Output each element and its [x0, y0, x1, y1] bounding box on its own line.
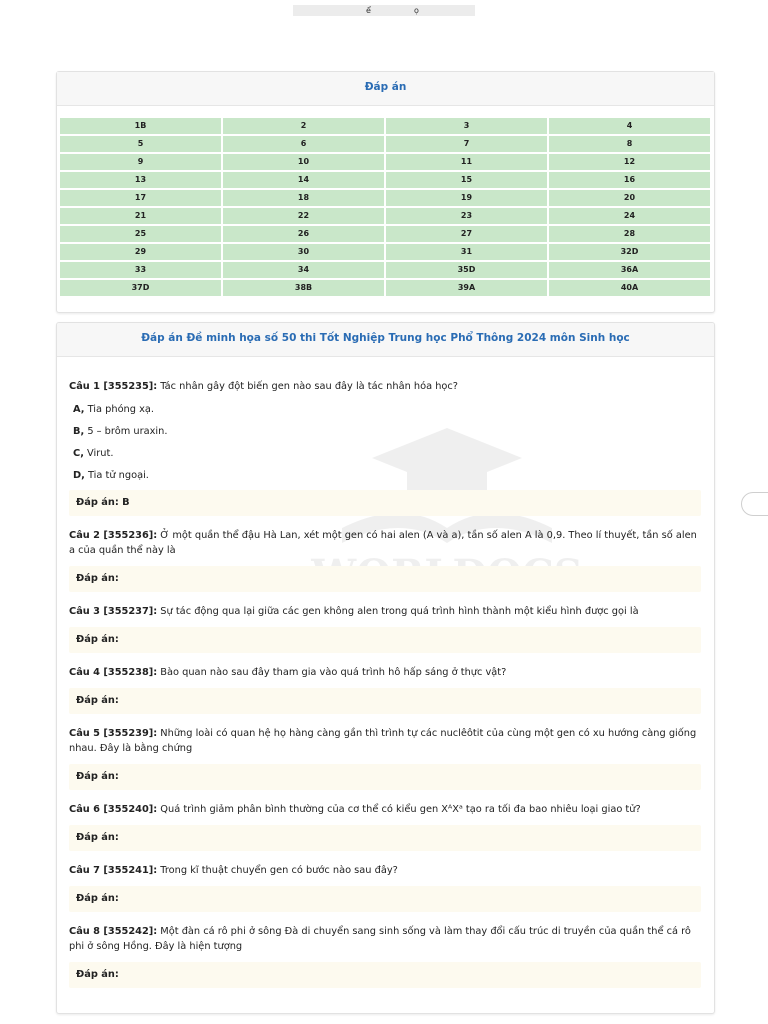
answer-cell: 12 [549, 154, 710, 170]
answer-cell: 3 [386, 118, 547, 134]
answer-box: Đáp án: [69, 962, 701, 988]
answer-cell: 26 [223, 226, 384, 242]
question-text: Quá trình giảm phân bình thường của cơ thể có kiểu gen XᴬXᵃ tạo ra tối đa bao nhiêu loại giao tử? [157, 804, 641, 815]
question-text: Một đàn cá rô phi ở sông Đà di chuyển sang sinh sống và làm thay đổi cấu trúc di truyền của quần thể cá rô phi ở sông Hồng. Đây là hiện tượng [69, 926, 691, 952]
question-7 [69, 863, 701, 878]
question-label: Câu 5 [355239]: [69, 728, 158, 739]
top-bar-glyph: ọ [414, 6, 419, 15]
question-5 [69, 726, 701, 756]
question-3 [69, 604, 701, 619]
answer-box: Đáp án: [69, 627, 701, 653]
answer-cell: 23 [386, 208, 547, 224]
answer-box: Đáp án: [69, 825, 701, 851]
option-d[interactable]: D, Tia tử ngoại. [73, 470, 149, 481]
question-text: Ở một quần thể đậu Hà Lan, xét một gen có hai alen (A và a), tần số alen A là 0,9. Theo lí thuyết, tần số alen a của quần thể này là [69, 530, 697, 556]
answer-box: Đáp án: B [69, 490, 701, 516]
answer-cell: 1B [60, 118, 221, 134]
answer-cell: 25 [60, 226, 221, 242]
question-1 [69, 379, 701, 394]
question-label: Câu 7 [355241]: [69, 865, 158, 876]
question-label: Câu 2 [355236]: [69, 530, 158, 541]
answer-cell: 18 [223, 190, 384, 206]
answer-cell: 33 [60, 262, 221, 278]
answer-box: Đáp án: [69, 886, 701, 912]
answer-key-title: Đáp án [57, 72, 714, 106]
question-label: Câu 6 [355240]: [69, 804, 158, 815]
answer-cell: 21 [60, 208, 221, 224]
answer-cell: 28 [549, 226, 710, 242]
answer-cell: 17 [60, 190, 221, 206]
answer-cell: 37D [60, 280, 221, 296]
option-b[interactable]: B, 5 – brôm uraxin. [73, 426, 168, 437]
answer-cell: 6 [223, 136, 384, 152]
option-c[interactable]: C, Virut. [73, 448, 114, 459]
questions-card [56, 322, 715, 1014]
answer-cell: 40A [549, 280, 710, 296]
question-text: Những loài có quan hệ họ hàng càng gần thì trình tự các nuclêôtit của cùng một gen có xu hướng càng giống nhau. Đây là bằng chứng [69, 728, 697, 754]
answer-cell: 20 [549, 190, 710, 206]
answer-cell: 15 [386, 172, 547, 188]
question-label: Câu 4 [355238]: [69, 667, 158, 678]
answer-cell: 2 [223, 118, 384, 134]
answer-cell: 22 [223, 208, 384, 224]
answer-key-grid [60, 118, 710, 296]
answer-cell: 4 [549, 118, 710, 134]
answer-cell: 19 [386, 190, 547, 206]
answer-key-card [56, 71, 715, 313]
answer-box: Đáp án: [69, 688, 701, 714]
answer-cell: 10 [223, 154, 384, 170]
question-text: Tác nhân gây đột biến gen nào sau đây là tác nhân hóa học? [157, 381, 459, 392]
questions-card-title: Đáp án Đề minh họa số 50 thi Tốt Nghiệp Trung học Phổ Thông 2024 môn Sinh học [57, 323, 714, 357]
question-label: Câu 3 [355237]: [69, 606, 158, 617]
answer-cell: 24 [549, 208, 710, 224]
top-bar-glyph: ể [366, 6, 371, 15]
question-8 [69, 924, 701, 954]
answer-cell: 5 [60, 136, 221, 152]
question-text: Trong kĩ thuật chuyển gen có bước nào sau đây? [157, 865, 398, 876]
question-label: Câu 1 [355235]: [69, 381, 158, 392]
answer-cell: 7 [386, 136, 547, 152]
question-text: Sự tác động qua lại giữa các gen không alen trong quá trình hình thành một kiểu hình được gọi là [157, 606, 639, 617]
answer-cell: 34 [223, 262, 384, 278]
question-text: Bào quan nào sau đây tham gia vào quá trình hô hấp sáng ở thực vật? [157, 667, 507, 678]
answer-cell: 11 [386, 154, 547, 170]
answer-box: Đáp án: [69, 764, 701, 790]
answer-cell: 29 [60, 244, 221, 260]
question-list [69, 379, 701, 1000]
answer-cell: 35D [386, 262, 547, 278]
answer-cell: 32D [549, 244, 710, 260]
answer-cell: 38B [223, 280, 384, 296]
answer-cell: 36A [549, 262, 710, 278]
top-navigation-bar [293, 5, 475, 16]
question-2 [69, 528, 701, 558]
option-a[interactable]: A, Tia phóng xạ. [73, 404, 155, 415]
side-toggle-tab[interactable] [741, 492, 768, 516]
question-label: Câu 8 [355242]: [69, 926, 158, 937]
answer-box: Đáp án: [69, 566, 701, 592]
answer-cell: 9 [60, 154, 221, 170]
answer-cell: 31 [386, 244, 547, 260]
answer-cell: 39A [386, 280, 547, 296]
answer-cell: 27 [386, 226, 547, 242]
answer-cell: 13 [60, 172, 221, 188]
answer-cell: 8 [549, 136, 710, 152]
question-6 [69, 802, 701, 817]
answer-cell: 16 [549, 172, 710, 188]
question-4 [69, 665, 701, 680]
answer-cell: 14 [223, 172, 384, 188]
answer-cell: 30 [223, 244, 384, 260]
